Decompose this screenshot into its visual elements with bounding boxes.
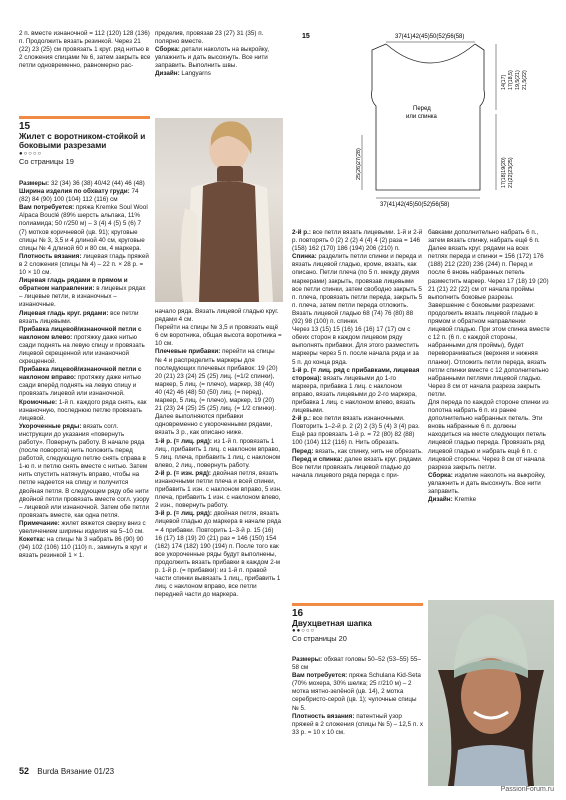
diagram-right-a: 14(17)	[501, 74, 507, 90]
paragraph: Спинка: разделить петли спинки и переда и вязать лицевой гладью, кроме, вязать, как описано. Петли плеча (по 5 п. между двумя маркерами) закрыть, провязав лицевыми все петли спинки, затем свободно закрыть 5 п. плеча, провязать петли переда, закрыть 5 п. плеча, затем петли переда отложить. Вязать лицевой гладью 68 (74) 76 (80) 88 (92) 98 (100) п. спинки.	[292, 253, 423, 326]
paragraph: Размеры: 32 (34) 36 (38) 40/42 (44) 46 (48)	[19, 180, 145, 187]
paragraph: Лицевая гладь круг. рядами: все петли вязать лицевыми.	[19, 309, 139, 325]
diagram-label-front: Перед	[413, 106, 431, 112]
paragraph: Сборка: изделие наколоть на выкройку, увлажнить и дать высохнуть. Все нити заправить.	[428, 471, 546, 495]
paragraph: Перед и спинка: далее вязать круг. рядами. Все петли провязать лицевой гладью до начала лицевого ряда переда с при-	[292, 455, 423, 479]
diagram-left-sizes: 25(26)27(28)	[356, 148, 362, 180]
diagram-right-e: 17(18)19(20)	[501, 157, 507, 188]
paragraph: 3-й р. (= лиц. ряд): двойная петля, вязать лицевой гладью до маркера в начале ряда = 4 прибавки. Повторить 1–3-й р. 15 (16) 16 (17) 18 (19) 20 (21) раз = 146 (150) 154 (162) 174 (182) 190 (194) п. После того как все укороченные ряды будут выполнены, продолжить вязать прибавки в каждом 2-м р. 1-й р. (= прибавки): из 1-й п. правой части спинки вывязать 1 лиц., прибавить 1 лиц. с наклоном вправо, все петли передней части до маркера.	[155, 510, 282, 599]
paragraph: Плотность вязания: патентный узор пряжей в 2 сложения (спицы № 5) – 12,5 п. x 33 р. = 10 x 10 см.	[292, 712, 423, 736]
vest-photo	[155, 118, 283, 302]
paragraph: 1-й р. (= лиц. ряд с прибавками, лицевая сторона): вязать лицевыми до 1-го маркера, прибавка 1 лиц. с наклоном вправо, вязать лицевыми до 2-го маркера, прибавка 1 лиц. с наклоном влево, вязать лицевыми.	[292, 366, 420, 415]
paragraph: 2-й р.: все петли вязать лицевыми. 1-й и 2-й р. повторять 0 (2) 2 (2) 4 (4) 4 (2) раза = 146 (158) 162 (170) 186 (194) 206 (210) п.	[292, 229, 423, 253]
paragraph: Лицевая гладь рядами в прямом и обратном направлении: в лицевых рядах – лицевые петли, в изнаночных – изнаночные.	[19, 277, 146, 309]
paragraph: Кокетка: на спицы № 3 набрать 86 (90) 90 (94) 102 (106) 110 (110) п., замкнуть в круг и вязать резинкой 1 × 1.	[19, 536, 148, 560]
section-15-page-ref: Со страницы 19	[19, 156, 74, 166]
page-number: 52	[19, 766, 30, 776]
instructions-column-2	[155, 308, 282, 738]
diagram-right-f: 21(22)23(25)	[508, 157, 514, 188]
diagram-right-c: 19,5(21)	[515, 70, 521, 90]
paragraph: Прибавка лицевой/изнаночной петли с наклоном вправо: протяжку даже нитью сзади вперёд поднять на левую спицу и провязать лицевой или изнаночной.	[19, 366, 142, 398]
difficulty-rating: ●●○○○	[292, 628, 316, 635]
neckline	[386, 44, 475, 63]
paragraph: Примечание: жилет вяжется сверху вниз с увеличением ширины изделия на 5–10 см.	[19, 519, 146, 536]
difficulty-rating: ●○○○○	[19, 150, 43, 157]
paragraph: Через 13 (15) 15 (16) 16 (16) 17 (17) см с обеих сторон в каждом лицевом ряду выполнять прибавки. Для этого разместить маркеры через 5 п. после начала ряда и за 5 п. до конца ряда.	[292, 326, 419, 366]
diagram-right-b: 17(18,5)	[508, 70, 514, 90]
pattern-schematic	[300, 30, 554, 208]
paragraph: Укороченные ряды: вязать согл. инструкции до указания «повернуть работу». Повернуть работу. В начале ряда (после поворота) нить положить перед работой, следующую петлю снять справа в 1-ю п. и петлю снять вместе с нитью. Затем нить спустить натянуть вправо, чтобы на петле надеется на спицу и получится двойная петля. В следующем ряду обе нити двойной петли провязать вместе согл. узору – лицевой или изнаночной. Затем обе петли провязать вместе, как одна петля.	[19, 422, 150, 519]
paragraph: Дизайн: Kremke	[428, 496, 477, 504]
paragraph: Далее выполняются прибавки одновременно с укороченными рядами, вязать 3 р., как описано ниже.	[155, 413, 273, 437]
section-16-page-ref: Со страницы 20	[292, 634, 347, 644]
paragraph: Для переда по каждой стороне спинки из полотна набрать 6 п. из ранее дополнительно набранных петель. Эти вновь набранные 6 п. должны находиться на месте следующих петель лицевой гладью переда. Провязать ряд лицевой гладью и набрать ещё 6 п. с лицевой стороны. Через 8 см от начала разреза закрыть петли.	[428, 398, 549, 471]
section-16-bar	[292, 603, 423, 606]
diagram-top-sizes: 37(41)42(45)50(52)56(58)	[395, 34, 465, 40]
hat-instructions	[292, 656, 423, 756]
diagram-right-d: 21,5(22)	[522, 70, 528, 90]
section-15-bar	[19, 116, 150, 119]
paragraph: Вам потребуется: пряжа Schulana Kid-Seta (70% мохера, 30% шелка; 25 г/210 м) – 2 мотка мятно-зелёной (цв. 14), 2 мотка серебристо-серой (цв. 1); чулочные спицы № 5.	[292, 672, 421, 712]
section-16-title: Двухцветная шапка	[292, 619, 372, 628]
paragraph: 2-й р.: все петли вязать изнаночными. Повторить 1–2-й р. 2 (2) 2 (3) 5 (4) 3 (4) раз. Ещё раз провязать 1-й р. = 72 (80) 82 (88) 100 (104) 112 (116) п. Нить обрезать.	[292, 415, 420, 447]
issue-number: 01/23	[94, 767, 115, 776]
instructions-column-3	[292, 229, 423, 597]
paragraph: Ширина изделия по обхвату груди: 74 (82) 84 (90) 100 (104) 112 (116) см	[19, 188, 139, 204]
continuation-text: 2 п. вместе изнаночной = 112 (120) 128 (136) п. Продолжить вязать резинкой. Через 21 (22) 23 (25) см провязать 1 круг. ряд нитью в 2 сложения спицами № 6, затем закрыть все петли одновременно, равномерно рас-	[19, 30, 151, 70]
watermark: PassionForum.ru	[500, 786, 554, 793]
paragraph: начало ряда. Вязать лицевой гладью круг. рядами 4 см.	[155, 308, 279, 324]
diagram-label-back: или спинка	[406, 114, 437, 120]
paragraph: 1-й р. (= лиц. ряд): из 1-й п. провязать 1 лиц., прибавить 1 лиц. с наклоном вправо, 5 лиц. плеча, прибавить 1 лиц. с наклоном влево, 2 лиц., повернуть работу.	[155, 437, 281, 469]
paragraph: Завершение с боковыми разрезами: продолжить вязать лицевой гладью в прямом и обратном направлении лицевой гладью. При этом спинка вместе с 12 п. (6 п. с каждой стороны, набранными для проймы), будет переворачиваться (верхняя и нижняя планки). Отложить петли переда, вязать петли спинки вместе с 12 дополнительно набранными петлями лицевой гладью. Через 8 см от начала разреза закрыть петли.	[428, 301, 550, 398]
magazine-name: Burda Вязание	[37, 767, 92, 776]
paragraph: Перейти на спицы № 3,5 и провязать ещё 6 см воротника, общая высота воротника = 10 см.	[155, 324, 282, 348]
paragraph: Вам потребуется: пряжа Kremke Soul Wool Alpaca Bouclé (89% шерсть альпака, 11% полиамида; 50 г/250 м) – 3 (4) 4 (5) 5 (6) 7 (7) мотков коричневой (цв. 91); круговые спицы № 3, 3,5 и 4 длиной 40 см, круговые спицы № 4 длиной 60 и 80 см, 4 маркера.	[19, 204, 148, 252]
section-16-number: 16	[292, 608, 304, 619]
paragraph: Кромочные: 1-й п. каждого ряда снять, как изнаночную, последнюю петлю провязать лицевой.	[19, 398, 147, 422]
diagram-number: 15	[302, 33, 310, 40]
hat-photo	[428, 600, 554, 786]
paragraph: Плотность вязания: лицевая гладь пряжей в 2 сложения (спицы № 4) – 22 п. × 28 р. = 10 × 10 см.	[19, 252, 149, 277]
paragraph: бавками дополнительно набрать 6 п., затем вязать спинку, набрать ещё 6 п. Далее вязать круг. рядами на всех петлях переда и спинки = 156 (172) 176 (188) 212 (220) 236 (244) п. Перед и после 6 вновь набранных петель разместить маркер. Через 17 (18) 19 (20) 21 (21) 22 (22) см от начала проймы выполнить боковые разрезы.	[428, 229, 549, 301]
section-15-title: Жилет с воротником-стойкой и боковыми разрезами	[19, 132, 146, 151]
paragraph: 2-й р. (= изн. ряд): двойная петля, вязать изнаночными петли плеча и всей спинки, прибавить 1 изн. с наклоном вправо, 5 изн. плеча, прибавить 1 изн. с наклоном влево, 2 изн., повернуть работу.	[155, 469, 282, 510]
diagram-bottom-sizes: 37(41)42(45)50(52)56(58)	[380, 202, 450, 208]
paragraph: Перед: вязать, как спинку, нить не обрезать.	[292, 447, 423, 455]
instructions-column-4	[428, 229, 550, 589]
paragraph: Прибавка лицевой/изнаночной петли с наклоном влево: протяжку даже нитью сзади поднять на левую спицу и провязать лицевой скрещенной или изнаночной скрещенной.	[19, 325, 145, 366]
paragraph: Плечевые прибавки: перейти на спицы № 4 и распределить маркеры для последующих плечевых прибавок: 19 (20) 20 (21) 23 (24) 25 (25) лиц. (=1/2 спинки), маркер, 5 лиц. (= плечо), маркер, 38 (40) 40 (42) 46 (48) 50 (50) лиц. (= перед), маркер, 5 лиц. (= плечо), маркер, 19 (20) 21 (23) 24 (25) 25 (25) лиц. (= 1/2 спинки).	[155, 348, 278, 413]
instructions-column-1	[19, 180, 150, 740]
section-16-header	[292, 608, 423, 643]
continuation-text-2: пределив, провязав 23 (27) 31 (35) п. полярно вместе. Сборка: детали наколоть на выкройку, увлажнить и дать высохнуть. Все нити заправить. Выполнить швы. Дизайн: Langyarns	[155, 30, 269, 78]
section-15-number: 15	[19, 121, 31, 132]
section-15-header	[19, 121, 150, 166]
page-footer	[19, 766, 114, 776]
paragraph: Размеры: обхват головы 50–52 (53–55) 55–58 см	[292, 656, 421, 672]
